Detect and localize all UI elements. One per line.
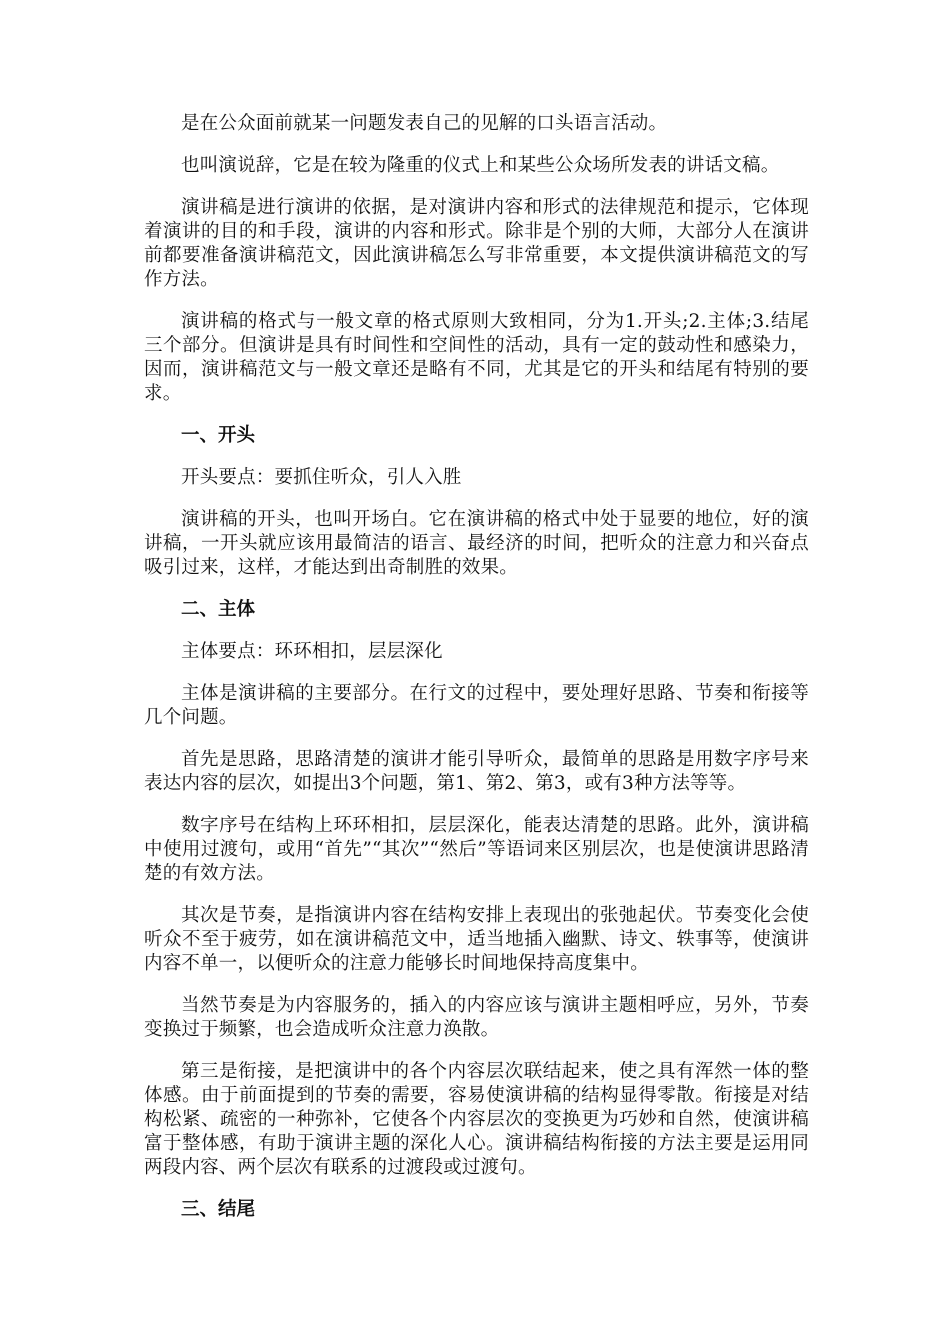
paragraph-intro-1: 是在公众面前就某一问题发表自己的见解的口头语言活动。 [181,113,668,134]
paragraph-rhythm-note: 当然节奏是为内容服务的，插入的内容应该与演讲主题相呼应，另外，节奏变换过于频繁，也会造成听众注意力涣散。 [144,995,809,1040]
document-page [144,112,809,1240]
paragraph-rhythm: 其次是节奏，是指演讲内容在结构安排上表现出的张弛起伏。节奏变化会使听众不至于疲劳，如在演讲稿范文中，适当地插入幽默、诗文、轶事等，使演讲内容不单一，以便听众的注意力能够长时间地保持高度集中。 [144,905,809,974]
paragraph-body-key: 主体要点：环环相扣，层层深化 [181,641,443,662]
heading-opening: 一、开头 [181,425,256,446]
heading-ending: 三、结尾 [181,1199,256,1220]
paragraph-transition: 第三是衔接，是把演讲中的各个内容层次联结起来，使之具有浑然一体的整体感。由于前面提到的节奏的需要，容易使演讲稿的结构显得零散。衔接是对结构松紧、疏密的一种弥补，它使各个内容层次的变换更为巧妙和自然，使演讲稿富于整体感，有助于演讲主题的深化人心。演讲稿结构衔接的方法主要是运用同两段内容、两个层次有联系的过渡段或过渡句。 [144,1061,809,1178]
paragraph-format: 演讲稿的格式与一般文章的格式原则大致相同，分为1.开头;2.主体;3.结尾三个部分。但演讲是具有时间性和空间性的活动，具有一定的鼓动性和感染力，因而，演讲稿范文与一般文章还是略有不同，尤其是它的开头和结尾有特别的要求。 [144,311,809,404]
paragraph-numbering: 数字序号在结构上环环相扣，层层深化，能表达清楚的思路。此外，演讲稿中使用过渡句，或用“首先”“其次”“然后”等语词来区别层次，也是使演讲思路清楚的有效方法。 [144,815,809,884]
heading-body: 二、主体 [181,599,256,620]
paragraph-opening-key: 开头要点：要抓住听众，引人入胜 [181,467,462,488]
paragraph-intro-2: 也叫演说辞，它是在较为隆重的仪式上和某些公众场所发表的讲话文稿。 [181,155,780,176]
paragraph-intro-3: 演讲稿是进行演讲的依据，是对演讲内容和形式的法律规范和提示，它体现着演讲的目的和手段，演讲的内容和形式。除非是个别的大师，大部分人在演讲前都要准备演讲稿范文，因此演讲稿怎么写非常重要，本文提供演讲稿范文的写作方法。 [144,197,809,290]
paragraph-thought: 首先是思路，思路清楚的演讲才能引导听众，最简单的思路是用数字序号来表达内容的层次，如提出3个问题，第1、第2、第3，或有3种方法等等。 [144,749,809,794]
paragraph-opening-body: 演讲稿的开头，也叫开场白。它在演讲稿的格式中处于显要的地位，好的演讲稿，一开头就应该用最简洁的语言、最经济的时间，把听众的注意力和兴奋点吸引过来，这样，才能达到出奇制胜的效果。 [144,509,809,578]
paragraph-body-main: 主体是演讲稿的主要部分。在行文的过程中，要处理好思路、节奏和衔接等几个问题。 [144,683,809,728]
